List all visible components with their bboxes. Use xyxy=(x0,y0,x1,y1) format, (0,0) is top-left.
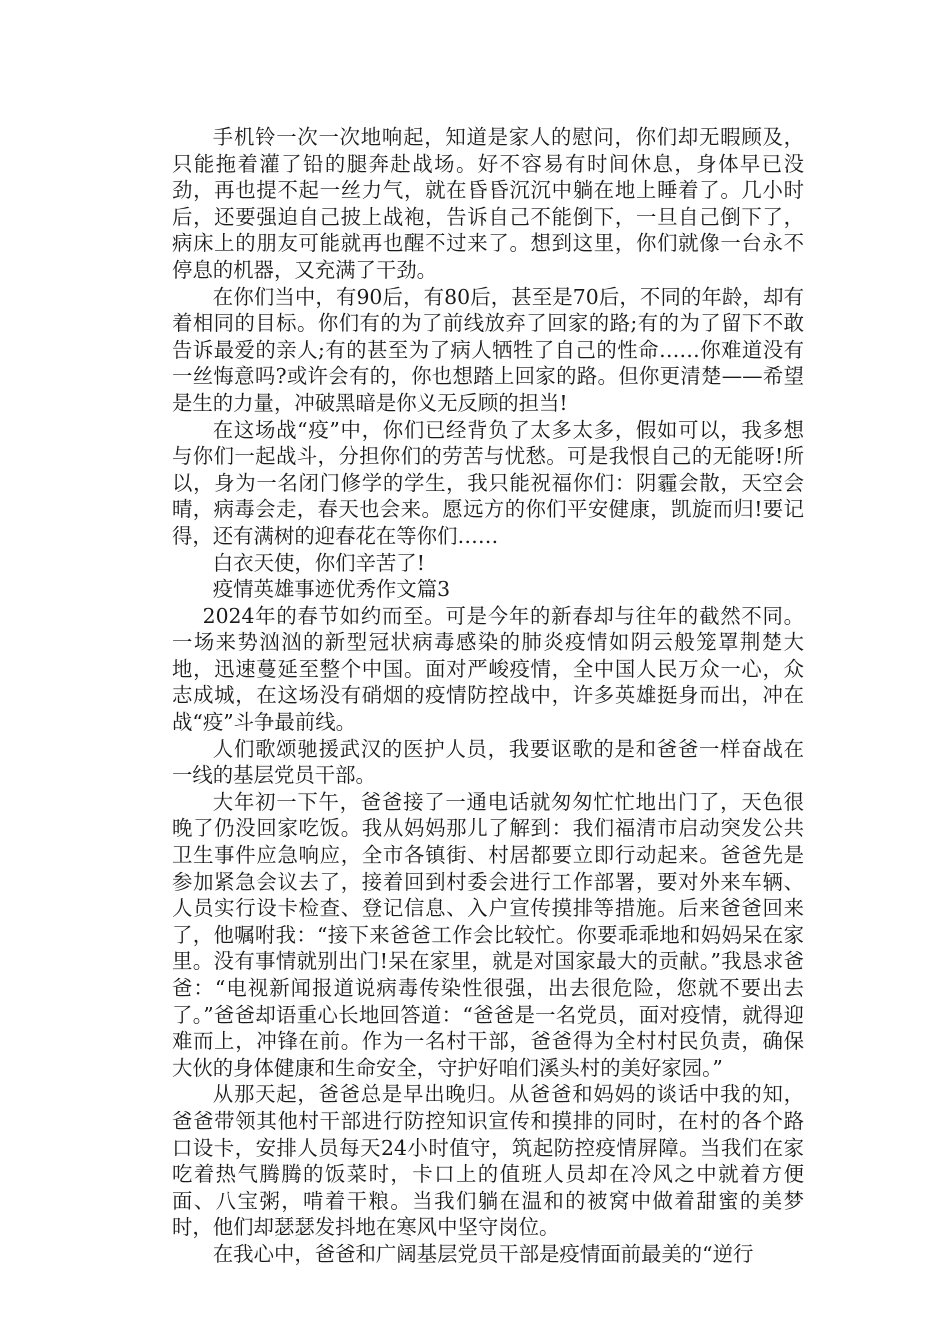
document-body xyxy=(172,124,804,1268)
paragraph-grassroots-cadres: 人们歌颂驰援武汉的医护人员，我要讴歌的是和爸爸一样奋战在一线的基层党员干部。 xyxy=(172,736,804,788)
paragraph-closing: 在我心中，爸爸和广阔基层党员干部是疫情面前最美的“逆行 xyxy=(212,1241,754,1266)
section-heading: 疫情英雄事迹优秀作文篇3 xyxy=(212,577,451,602)
paragraph-father-call: 大年初一下午，爸爸接了一通电话就匆匆忙忙地出门了，天色很晚了仍没回家吃饭。我从妈妈那儿了解到：我们福清市启动突发公共卫生事件应急响应，全市各镇街、村居都要立即行动起来。爸爸先是参加紧急会议去了，接着回到村委会进行工作部署，要对外来车辆、人员实行设卡检查、登记信息、入户宣传摸排等措施。后来爸爸回来了，他嘱咐我：“接下来爸爸工作会比较忙。你要乖乖地和妈妈呆在家里。没有事情就别出门!呆在家里，就是对国家最大的贡献。”我恳求爸爸：“电视新闻报道说病毒传染性很强，出去很危险，您就不要出去了。”爸爸却语重心长地回答道：“爸爸是一名党员，面对疫情，就得迎难而上，冲锋在前。作为一名村干部，爸爸得为全村村民负责，确保大伙的身体健康和生命安全，守护好咱们溪头村的美好家园。” xyxy=(172,789,804,1080)
paragraph-thanks: 白衣天使，你们辛苦了! xyxy=(212,550,425,575)
paragraph-blessing: 在这场战“疫”中，你们已经背负了太多太多，假如可以，我多想与你们一起战斗，分担你们的劳苦与忧愁。可是我恨自己的无能呀!所以，身为一名闭门修学的学生，我只能祝福你们：阴霾会散，天空会晴，病毒会走，春天也会来。愿远方的你们平安健康，凯旋而归!要记得，还有满树的迎春花在等你们…… xyxy=(172,417,804,548)
paragraph-checkpoints: 从那天起，爸爸总是早出晚归。从爸爸和妈妈的谈话中我的知，爸爸带领其他村干部进行防控知识宣传和摸排的同时，在村的各个路口设卡，安排人员每天24小时值守，筑起防控疫情屏障。当我们在家吃着热气腾腾的饭菜时，卡口上的值班人员却在冷风之中就着方便面、八宝粥，啃着干粮。当我们躺在温和的被窝中做着甜蜜的美梦时，他们却瑟瑟发抖地在寒风中坚守岗位。 xyxy=(172,1082,804,1240)
paragraph-medics-hardship: 手机铃一次一次地响起，知道是家人的慰问，你们却无暇顾及，只能拖着灌了铅的腿奔赴战场。好不容易有时间休息，身体早已没劲，再也提不起一丝力气，就在昏昏沉沉中躺在地上睡着了。几小时后，还要强迫自己披上战袍，告诉自己不能倒下，一旦自己倒下了，病床上的朋友可能就再也醒不过来了。想到这里，你们就像一台永不停息的机器，又充满了干劲。 xyxy=(172,125,804,282)
paragraph-generations: 在你们当中，有90后，有80后，甚至是70后，不同的年龄，却有着相同的目标。你们有的为了前线放弃了回家的路;有的为了留下不敢告诉最爱的亲人;有的甚至为了病人牺牲了自己的性命……你难道没有一丝悔意吗?或许会有的，你也想踏上回家的路。但你更清楚——希望是生的力量，冲破黑暗是你义无反顾的担当! xyxy=(172,284,804,415)
paragraph-spring-festival: 2024年的春节如约而至。可是今年的新春却与往年的截然不同。一场来势汹汹的新型冠状病毒感染的肺炎疫情如阴云般笼罩荆楚大地，迅速蔓延至整个中国。面对严峻疫情，全中国人民万众一心，众志成城，在这场没有硝烟的疫情防控战中，许多英雄挺身而出，冲在战“疫”斗争最前线。 xyxy=(172,603,804,735)
